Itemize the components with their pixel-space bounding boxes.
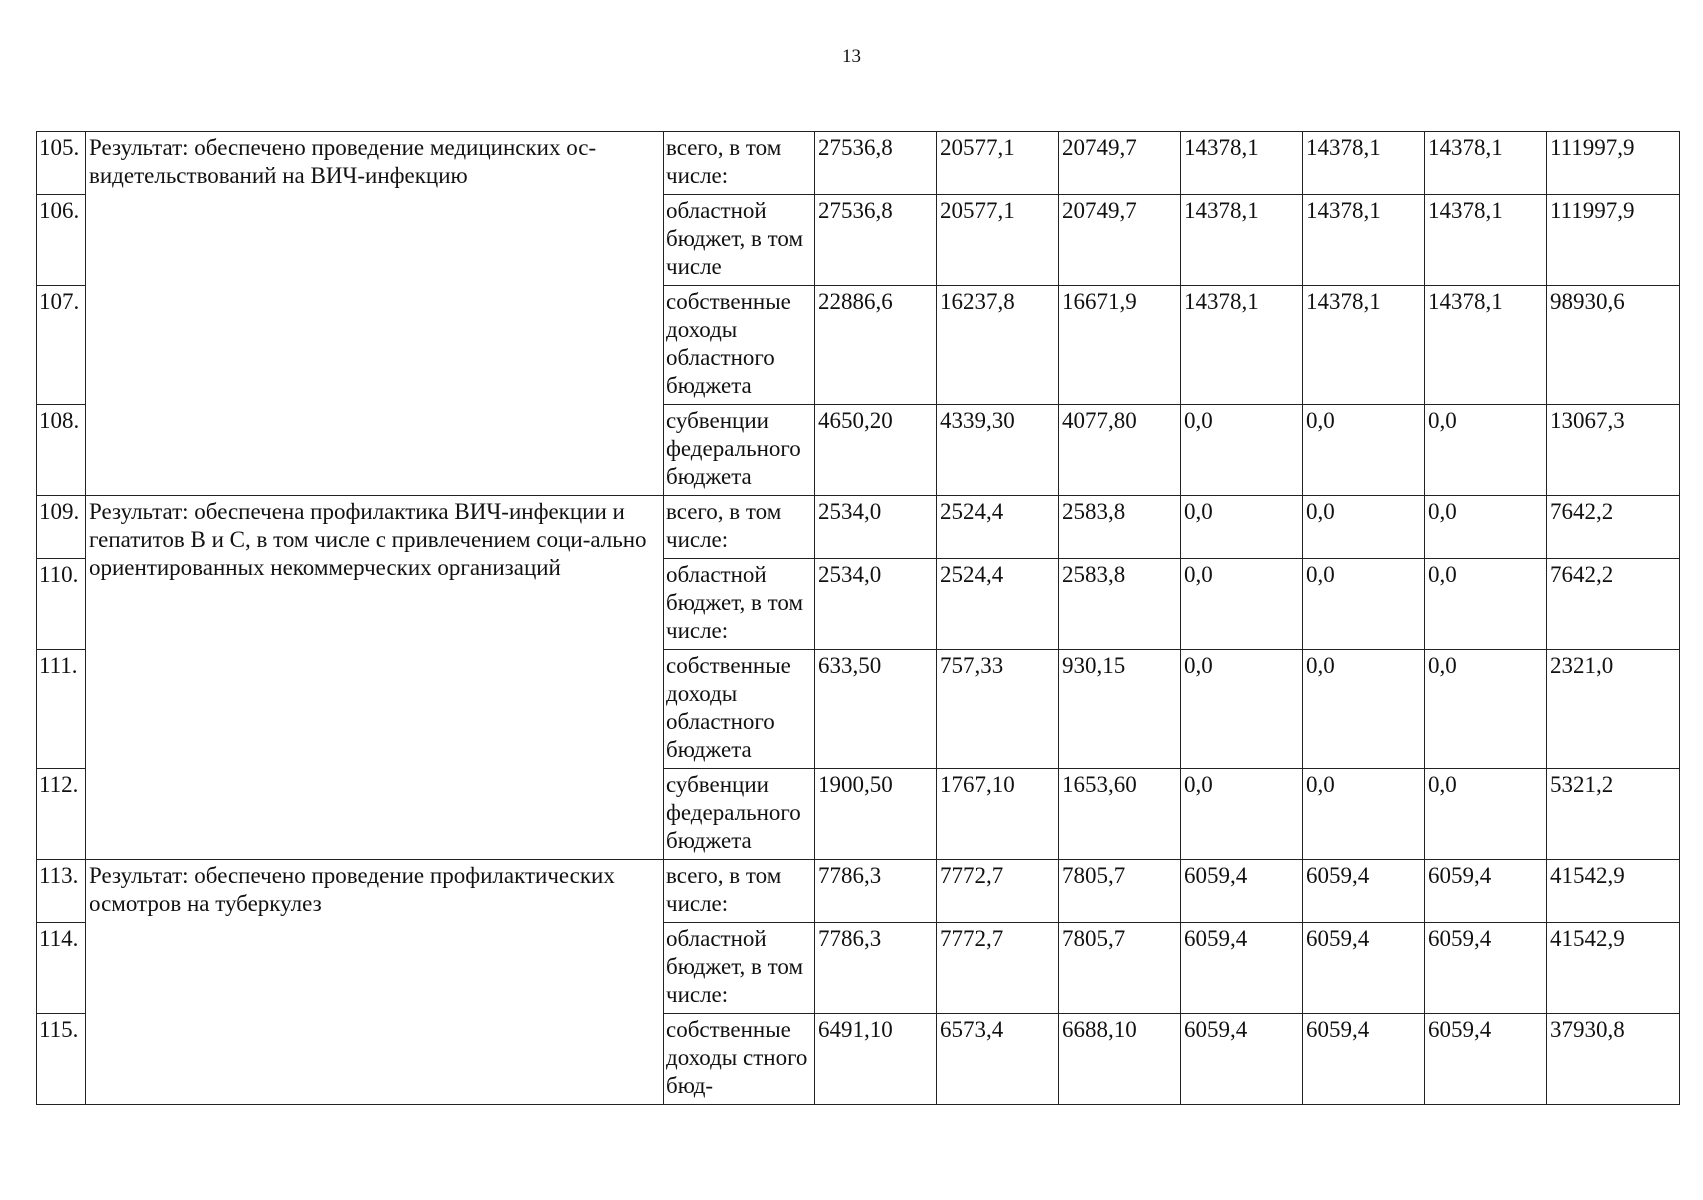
result-description: Результат: обеспечено проведение медицинских ос-видетельствований на ВИЧ-инфекцию bbox=[86, 132, 664, 496]
amount-value: 14378,1 bbox=[1303, 195, 1425, 286]
amount-value: 757,33 bbox=[937, 650, 1059, 769]
amount-value: 6059,4 bbox=[1303, 1014, 1425, 1105]
row-number: 105. bbox=[37, 132, 86, 195]
amount-value: 2524,4 bbox=[937, 559, 1059, 650]
amount-value: 0,0 bbox=[1425, 559, 1547, 650]
total-value: 7642,2 bbox=[1547, 496, 1680, 559]
amount-value: 0,0 bbox=[1425, 405, 1547, 496]
amount-value: 1900,50 bbox=[815, 769, 937, 860]
amount-value: 22886,6 bbox=[815, 286, 937, 405]
amount-value: 20577,1 bbox=[937, 132, 1059, 195]
total-value: 111997,9 bbox=[1547, 132, 1680, 195]
amount-value: 2524,4 bbox=[937, 496, 1059, 559]
amount-value: 0,0 bbox=[1303, 650, 1425, 769]
amount-value: 20577,1 bbox=[937, 195, 1059, 286]
amount-value: 2534,0 bbox=[815, 559, 937, 650]
amount-value: 14378,1 bbox=[1425, 132, 1547, 195]
amount-value: 0,0 bbox=[1303, 405, 1425, 496]
funding-source: областной бюджет, в том числе bbox=[664, 195, 815, 286]
total-value: 7642,2 bbox=[1547, 559, 1680, 650]
amount-value: 6059,4 bbox=[1303, 860, 1425, 923]
funding-source: собственные доходы стного бюд- bbox=[664, 1014, 815, 1105]
budget-table-body bbox=[37, 132, 1680, 1105]
row-number: 108. bbox=[37, 405, 86, 496]
row-number: 110. bbox=[37, 559, 86, 650]
amount-value: 6059,4 bbox=[1181, 860, 1303, 923]
amount-value: 633,50 bbox=[815, 650, 937, 769]
amount-value: 0,0 bbox=[1181, 559, 1303, 650]
amount-value: 14378,1 bbox=[1181, 195, 1303, 286]
amount-value: 6573,4 bbox=[937, 1014, 1059, 1105]
row-number: 112. bbox=[37, 769, 86, 860]
result-description: Результат: обеспечена профилактика ВИЧ-инфекции и гепатитов В и С, в том числе с привлечением соци-ально ориентированных некоммерческих организаций bbox=[86, 496, 664, 860]
amount-value: 7772,7 bbox=[937, 860, 1059, 923]
amount-value: 4077,80 bbox=[1059, 405, 1181, 496]
funding-source: областной бюджет, в том числе: bbox=[664, 559, 815, 650]
total-value: 111997,9 bbox=[1547, 195, 1680, 286]
amount-value: 1767,10 bbox=[937, 769, 1059, 860]
amount-value: 6491,10 bbox=[815, 1014, 937, 1105]
total-value: 98930,6 bbox=[1547, 286, 1680, 405]
amount-value: 6688,10 bbox=[1059, 1014, 1181, 1105]
funding-source: всего, в том числе: bbox=[664, 132, 815, 195]
funding-source: собственные доходы областного бюджета bbox=[664, 286, 815, 405]
amount-value: 14378,1 bbox=[1181, 132, 1303, 195]
amount-value: 14378,1 bbox=[1303, 286, 1425, 405]
total-value: 5321,2 bbox=[1547, 769, 1680, 860]
amount-value: 6059,4 bbox=[1425, 860, 1547, 923]
funding-source: субвенции федерального бюджета bbox=[664, 769, 815, 860]
amount-value: 0,0 bbox=[1303, 769, 1425, 860]
amount-value: 16237,8 bbox=[937, 286, 1059, 405]
amount-value: 6059,4 bbox=[1303, 923, 1425, 1014]
total-value: 2321,0 bbox=[1547, 650, 1680, 769]
amount-value: 0,0 bbox=[1425, 496, 1547, 559]
amount-value: 6059,4 bbox=[1181, 1014, 1303, 1105]
row-number: 113. bbox=[37, 860, 86, 923]
amount-value: 7805,7 bbox=[1059, 923, 1181, 1014]
amount-value: 6059,4 bbox=[1425, 923, 1547, 1014]
table-row bbox=[37, 132, 1680, 195]
amount-value: 4650,20 bbox=[815, 405, 937, 496]
total-value: 13067,3 bbox=[1547, 405, 1680, 496]
funding-source: всего, в том числе: bbox=[664, 860, 815, 923]
row-number: 109. bbox=[37, 496, 86, 559]
amount-value: 0,0 bbox=[1181, 769, 1303, 860]
amount-value: 2583,8 bbox=[1059, 496, 1181, 559]
row-number: 106. bbox=[37, 195, 86, 286]
amount-value: 0,0 bbox=[1425, 650, 1547, 769]
amount-value: 20749,7 bbox=[1059, 132, 1181, 195]
amount-value: 6059,4 bbox=[1181, 923, 1303, 1014]
page-number: 13 bbox=[842, 46, 861, 67]
funding-source: всего, в том числе: bbox=[664, 496, 815, 559]
funding-source: областной бюджет, в том числе: bbox=[664, 923, 815, 1014]
row-number: 115. bbox=[37, 1014, 86, 1105]
amount-value: 27536,8 bbox=[815, 195, 937, 286]
amount-value: 6059,4 bbox=[1425, 1014, 1547, 1105]
total-value: 41542,9 bbox=[1547, 860, 1680, 923]
amount-value: 0,0 bbox=[1181, 496, 1303, 559]
amount-value: 2534,0 bbox=[815, 496, 937, 559]
amount-value: 2583,8 bbox=[1059, 559, 1181, 650]
amount-value: 14378,1 bbox=[1303, 132, 1425, 195]
row-number: 111. bbox=[37, 650, 86, 769]
amount-value: 0,0 bbox=[1303, 496, 1425, 559]
row-number: 114. bbox=[37, 923, 86, 1014]
amount-value: 20749,7 bbox=[1059, 195, 1181, 286]
amount-value: 0,0 bbox=[1181, 405, 1303, 496]
amount-value: 930,15 bbox=[1059, 650, 1181, 769]
amount-value: 7786,3 bbox=[815, 860, 937, 923]
total-value: 41542,9 bbox=[1547, 923, 1680, 1014]
table-row bbox=[37, 860, 1680, 923]
result-description: Результат: обеспечено проведение профилактических осмотров на туберкулез bbox=[86, 860, 664, 1105]
amount-value: 7805,7 bbox=[1059, 860, 1181, 923]
total-value: 37930,8 bbox=[1547, 1014, 1680, 1105]
amount-value: 16671,9 bbox=[1059, 286, 1181, 405]
amount-value: 14378,1 bbox=[1181, 286, 1303, 405]
funding-source: собственные доходы областного бюджета bbox=[664, 650, 815, 769]
budget-table bbox=[36, 131, 1680, 1105]
amount-value: 4339,30 bbox=[937, 405, 1059, 496]
amount-value: 0,0 bbox=[1181, 650, 1303, 769]
amount-value: 14378,1 bbox=[1425, 286, 1547, 405]
amount-value: 7772,7 bbox=[937, 923, 1059, 1014]
row-number: 107. bbox=[37, 286, 86, 405]
amount-value: 7786,3 bbox=[815, 923, 937, 1014]
funding-source: субвенции федерального бюджета bbox=[664, 405, 815, 496]
amount-value: 1653,60 bbox=[1059, 769, 1181, 860]
amount-value: 0,0 bbox=[1303, 559, 1425, 650]
amount-value: 0,0 bbox=[1425, 769, 1547, 860]
amount-value: 14378,1 bbox=[1425, 195, 1547, 286]
table-row bbox=[37, 496, 1680, 559]
amount-value: 27536,8 bbox=[815, 132, 937, 195]
